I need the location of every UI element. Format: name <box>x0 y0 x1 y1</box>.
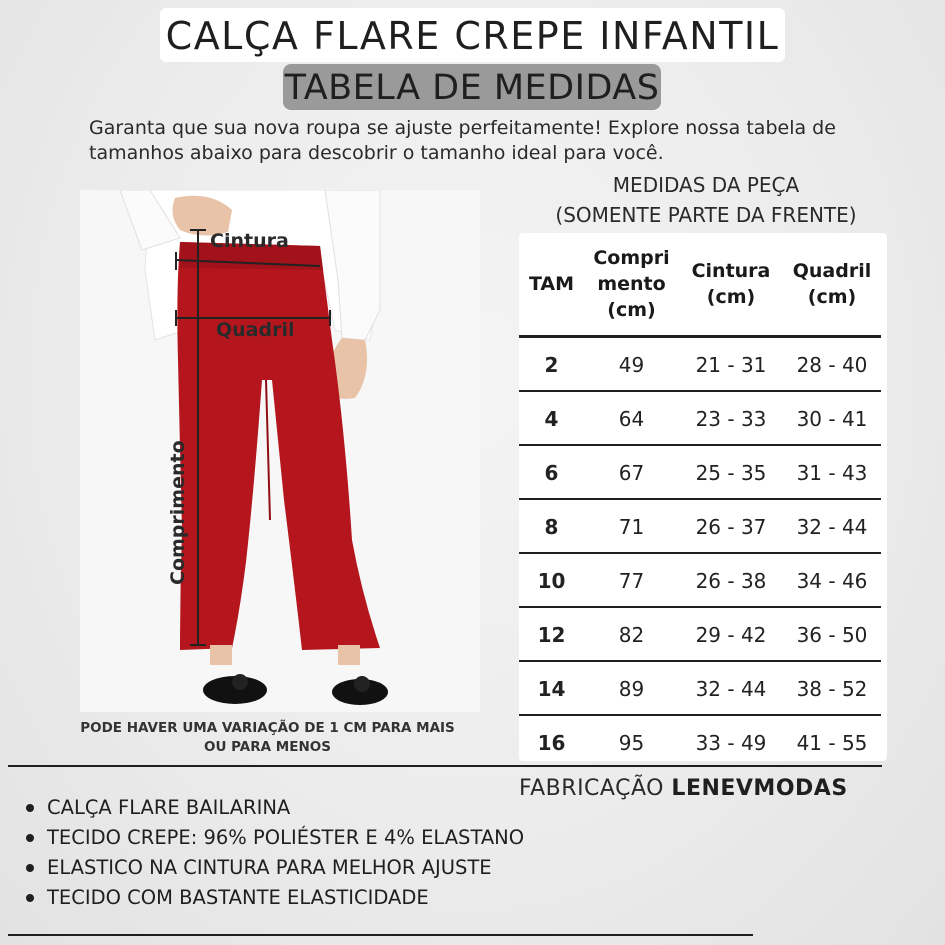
table-cell: 71 <box>618 515 645 539</box>
table-caption-line1: MEDIDAS DA PEÇA <box>612 173 800 197</box>
table-cell: 26 - 37 <box>695 515 767 539</box>
table-row <box>519 716 881 768</box>
table-cell: 89 <box>618 677 645 701</box>
feature-item: TECIDO CREPE: 96% POLIÉSTER E 4% ELASTANO <box>20 823 524 853</box>
table-cell: 67 <box>618 461 645 485</box>
table-cell: 64 <box>618 407 645 431</box>
table-header <box>519 233 881 338</box>
table-cell: 29 - 42 <box>695 623 767 647</box>
feature-item: CALÇA FLARE BAILARINA <box>20 793 524 823</box>
table-caption-line2: (SOMENTE PARTE DA FRENTE) <box>555 203 857 227</box>
manufacturer-label: FABRICAÇÃO <box>519 776 664 801</box>
table-cell: 26 - 38 <box>695 569 767 593</box>
header-waist: Cintura (cm) <box>691 260 771 308</box>
table-cell: 30 - 41 <box>796 407 868 431</box>
table-cell: 2 <box>544 353 559 377</box>
feature-list <box>20 793 524 913</box>
hip-label: Quadril <box>216 319 295 341</box>
intro-text: Garanta que sua nova roupa se ajuste perfeitamente! Explore nossa tabela de tamanhos abaixo para descobrir o tamanho ideal para você. <box>89 117 836 164</box>
table-cell: 33 - 49 <box>695 731 767 755</box>
table-row <box>519 608 881 662</box>
bottom-divider <box>8 934 753 936</box>
table-cell: 31 - 43 <box>796 461 868 485</box>
manufacturer-brand: LENEVMODAS <box>671 776 848 801</box>
table-cell: 14 <box>537 677 566 701</box>
table-cell: 12 <box>537 623 566 647</box>
table-cell: 82 <box>618 623 645 647</box>
divider <box>8 765 882 767</box>
table-row <box>519 338 881 392</box>
table-cell: 49 <box>618 353 645 377</box>
product-photo <box>80 190 480 712</box>
table-cell: 41 - 55 <box>796 731 868 755</box>
table-cell: 34 - 46 <box>796 569 868 593</box>
manufacturer <box>519 776 848 801</box>
table-cell: 32 - 44 <box>796 515 868 539</box>
table-cell: 28 - 40 <box>796 353 868 377</box>
table-cell: 23 - 33 <box>695 407 767 431</box>
table-cell: 4 <box>544 407 559 431</box>
table-cell: 95 <box>618 731 645 755</box>
table-cell: 36 - 50 <box>796 623 868 647</box>
table-row <box>519 392 881 446</box>
table-cell: 16 <box>537 731 566 755</box>
table-caption <box>520 170 892 230</box>
feature-item: TECIDO COM BASTANTE ELASTICIDADE <box>20 883 524 913</box>
product-illustration <box>80 190 480 712</box>
table-row <box>519 500 881 554</box>
table-cell: 32 - 44 <box>695 677 767 701</box>
table-cell: 25 - 35 <box>695 461 767 485</box>
size-chart-heading: TABELA DE MEDIDAS <box>283 64 661 110</box>
variation-note: PODE HAVER UMA VARIAÇÃO DE 1 CM PARA MAIS OU PARA MENOS <box>80 720 455 755</box>
table-cell: 77 <box>618 569 645 593</box>
header-hip: Quadril (cm) <box>792 260 872 308</box>
table-cell: 21 - 31 <box>695 353 767 377</box>
size-table <box>519 233 881 768</box>
table-row <box>519 446 881 500</box>
feature-item: ELASTICO NA CINTURA PARA MELHOR AJUSTE <box>20 853 524 883</box>
page-title: CALÇA FLARE CREPE INFANTIL <box>160 8 785 62</box>
table-cell: 38 - 52 <box>796 677 868 701</box>
table-cell: 8 <box>544 515 559 539</box>
waist-label: Cintura <box>210 230 289 252</box>
header-length: Compri mento (cm) <box>593 247 670 321</box>
table-cell: 6 <box>544 461 559 485</box>
table-row <box>519 554 881 608</box>
header-size: TAM <box>528 273 575 295</box>
length-label: Comprimento <box>167 440 189 585</box>
table-row <box>519 662 881 716</box>
table-cell: 10 <box>537 569 566 593</box>
